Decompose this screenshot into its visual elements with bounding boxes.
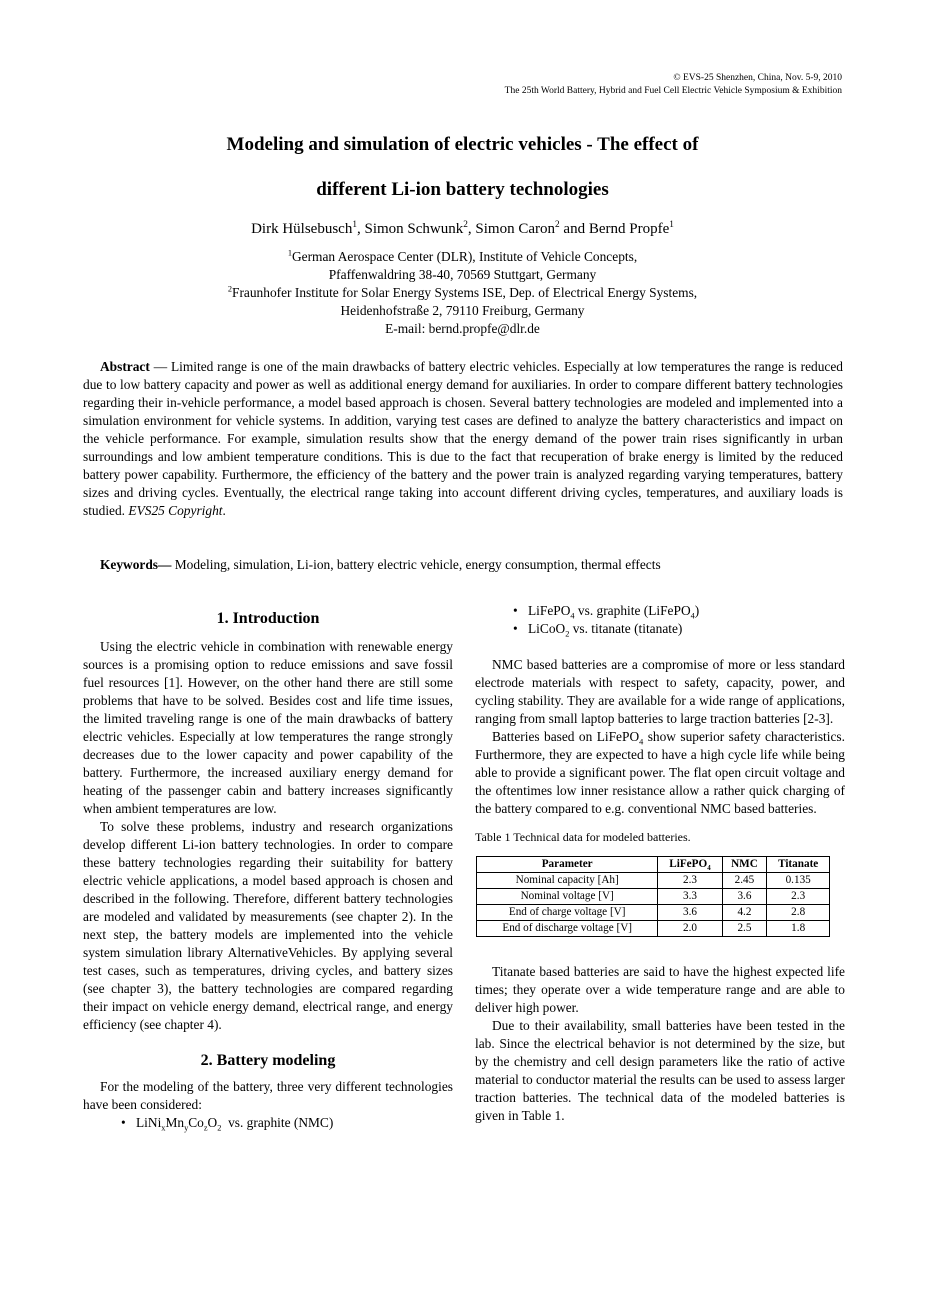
affiliation-2 — [0, 284, 925, 302]
affiliations — [0, 248, 925, 338]
table-cell: 3.6 — [658, 905, 722, 921]
affiliation-1-address: Pfaffenwaldring 38-40, 70569 Stuttgart, Germany — [328, 267, 597, 282]
table-row — [477, 905, 830, 921]
affiliation-mark: 2 — [227, 284, 233, 294]
contact-email: E-mail: bernd.propfe@dlr.de — [385, 321, 540, 336]
affiliation-1-line1: German Aerospace Center (DLR), Institute of Vehicle Concepts, — [291, 249, 638, 264]
modeling-paragraph-lifepo4: Batteries based on LiFePO$_4$ show superior safety characteristics. Furthermore, they are expected to have a high cycle life while being able to provide a significant power. The flat open circuit voltage and the oftentimes low inner resistance allow a rather quick charging of the battery compared to e.g. conventional NMC based batteries. — [475, 729, 845, 816]
keywords-text: Modeling, simulation, Li-ion, battery electric vehicle, energy consumption, thermal effects — [171, 557, 661, 572]
table-cell: 2.3 — [658, 873, 722, 889]
table-cell: 2.0 — [658, 921, 722, 937]
list-item-titanate: • LiCoO$_2$ vs. titanate (titanate) — [475, 620, 845, 638]
table-cell: 2.3 — [767, 889, 830, 905]
keywords-paragraph — [83, 556, 843, 574]
abstract-text: Limited range is one of the main drawbacks of battery electric vehicles. Especially at low temperatures the range is reduced due to low battery capacity and power as well as additional energy demand for auxiliaries. In order to compare different battery technologies regarding their in-vehicle performance, a model based approach is chosen. Several battery technologies are modeled and implemented into a simulation environment for vehicle systems. In addition, varying test cases are defined to analyze the battery characteristics and impact on the vehicle performance. For example, simulation results show that the energy demand of the power train rises significantly in urban surroundings and low ambient temperature conditions. This is due to the fact that recuperation of brake energy is limited by the reduced battery power capability. Furthermore, the efficiency of the battery and the power train is analyzed regarding varying temperatures, battery sizes and driving cycles. Eventually, the electrical range taking into account different driving cycles, temperatures, and auxiliary loads is studied. — [83, 359, 843, 518]
affiliation-mark: 1 — [287, 248, 292, 258]
author-name: Bernd Propfe — [588, 221, 670, 237]
header-symposium: The 25th World Battery, Hybrid and Fuel Cell Electric Vehicle Symposium & Exhibition — [504, 86, 842, 96]
author-affiliation-mark: 2 — [555, 220, 560, 230]
abstract — [83, 358, 843, 520]
abstract-dash: — — [149, 359, 171, 374]
author-name: Simon Schwunk — [364, 221, 464, 237]
section-heading-introduction: 1. Introduction — [216, 610, 320, 627]
table-header-cell: Parameter — [477, 857, 658, 873]
author-separator: , — [467, 221, 476, 237]
author-affiliation-mark: 1 — [352, 220, 357, 230]
paper-title-line2: different Li-ion battery technologies — [316, 179, 609, 200]
battery-data-table — [476, 856, 830, 937]
table-cell: Nominal capacity [Ah] — [477, 873, 658, 889]
affiliation-2-line1: Fraunhofer Institute for Solar Energy Systems ISE, Dep. of Electrical Energy Systems, — [232, 285, 698, 300]
keywords — [83, 556, 843, 574]
right-column — [475, 600, 845, 1125]
table-header-row — [477, 857, 830, 873]
modeling-paragraph-nmc: NMC based batteries are a compromise of more or less standard electrode materials with respect to safety, capacity, power, and cycling stability. They are available for a wide range of applications, ranging from small laptop batteries to large traction batteries [2-3]. — [475, 657, 845, 726]
table-header-cell: NMC — [722, 857, 767, 873]
author-separator: , — [357, 221, 365, 237]
table-cell: 1.8 — [767, 921, 830, 937]
author-affiliation-mark: 1 — [669, 220, 674, 230]
section-heading-battery-modeling: 2. Battery modeling — [200, 1052, 336, 1069]
modeling-paragraph-1: For the modeling of the battery, three very different technologies have been considered: — [83, 1079, 453, 1112]
table-cell: 2.8 — [767, 905, 830, 921]
abstract-end: . — [222, 503, 226, 518]
table-caption: Table 1 Technical data for modeled batteries. — [475, 830, 691, 844]
table-cell: 2.45 — [722, 873, 767, 889]
author-name: Dirk Hülsebusch — [251, 221, 353, 237]
paper-title-line1: Modeling and simulation of electric vehicles - The effect of — [226, 134, 699, 155]
author-affiliation-mark: 2 — [463, 220, 468, 230]
table-header-cell: LiFePO$_4$ — [658, 857, 722, 873]
table-cell: 4.2 — [722, 905, 767, 921]
modeling-paragraph-titanate: Titanate based batteries are said to have the highest expected life times; they operate over a wide temperature range and are able to deliver high power. — [475, 964, 845, 1015]
intro-paragraph-1: Using the electric vehicle in combination with renewable energy sources is a promising option to reduce emissions and save fossil fuel resources [1]. However, on the other hand there are still some problems that have to be solved. Besides cost and life time issues, the limited traveling range is one of the main drawbacks of battery electric vehicles. Especially at low temperatures the range strongly decreases due to the lower capacity and power capability of the battery. Furthermore, the increased auxiliary energy demand for heating of the passenger cabin and battery increases significantly when ambient temperatures are low. — [83, 639, 453, 816]
table-cell: 0.135 — [767, 873, 830, 889]
table-row — [477, 889, 830, 905]
author-list — [0, 221, 925, 238]
affiliation-1 — [0, 248, 925, 266]
abstract-copyright: EVS25 Copyright — [128, 503, 223, 518]
table-cell: 2.5 — [722, 921, 767, 937]
modeling-paragraph-testing: Due to their availability, small batteries have been tested in the lab. Since the electrical behavior is not determined by the size, but by the chemistry and cell design parameters like the ratio of active material to conductor material the results can be used to assess larger traction batteries. The technical data of the modeled batteries is given in Table 1. — [475, 1018, 845, 1123]
table-header-cell: Titanate — [767, 857, 830, 873]
battery-technology-list — [83, 1114, 453, 1132]
table-cell: 3.6 — [722, 889, 767, 905]
table-cell: End of charge voltage [V] — [477, 905, 658, 921]
table-cell: 3.3 — [658, 889, 722, 905]
keywords-label: Keywords— — [100, 557, 172, 572]
intro-paragraph-2: To solve these problems, industry and research organizations develop different Li-ion battery technologies. In order to compare these battery technologies regarding their suitability for battery electric vehicle applications, a model based approach is chosen and described in the following. Therefore, different battery technologies are modeled and validated by measurements (see chapter 2). In the next step, the battery models are implemented into the vehicle system simulation library AlternativeVehicles. By applying several test cases, such as temperatures, driving cycles, and battery sizes (see chapter 3), the battery technologies are compared regarding their impact on vehicle energy demand, electrical range, and energy efficiency (see chapter 4). — [83, 819, 453, 1032]
table-cell: Nominal voltage [V] — [477, 889, 658, 905]
table-row — [477, 873, 830, 889]
list-item-nmc: • $LiNi_xMn_yCo_zO_2$ vs. graphite (NMC) — [83, 1114, 453, 1132]
affiliation-2-address: Heidenhofstraße 2, 79110 Freiburg, Germany — [340, 303, 585, 318]
author-separator: and — [559, 221, 589, 237]
abstract-label: Abstract — [100, 359, 150, 374]
left-column — [83, 600, 453, 1132]
table-cell: End of discharge voltage [V] — [477, 921, 658, 937]
author-name: Simon Caron — [475, 221, 556, 237]
abstract-paragraph — [83, 358, 843, 520]
battery-technology-list-continued — [475, 602, 845, 638]
table-row — [477, 921, 830, 937]
list-item-lifepo4: • LiFePO$_4$ vs. graphite (LiFePO$_4$) — [475, 602, 845, 620]
header-conference: © EVS-25 Shenzhen, China, Nov. 5-9, 2010 — [673, 73, 842, 83]
